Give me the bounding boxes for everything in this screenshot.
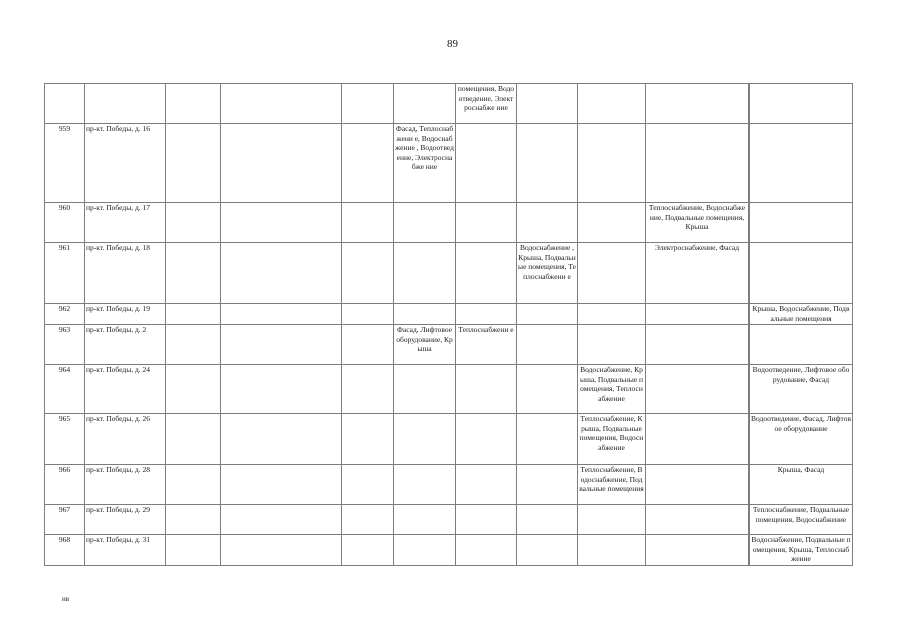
- table-cell: [342, 325, 394, 365]
- table-cell: [221, 365, 342, 414]
- row-address: пр-кт. Победы, д. 29: [85, 505, 166, 535]
- row-address: пр-кт. Победы, д. 28: [85, 465, 166, 505]
- table-cell: [221, 84, 342, 124]
- table-cell: Крыша, Фасад: [750, 465, 853, 505]
- table-row: [45, 465, 853, 505]
- table-cell: Водоснабжение , Крыша, Подвальные помещения, Теплоснабжени е: [517, 243, 578, 304]
- table-cell: [394, 465, 456, 505]
- table-cell: [166, 203, 221, 243]
- table-cell: [517, 203, 578, 243]
- table-cell: [517, 465, 578, 505]
- footer-mark: нв: [62, 595, 70, 603]
- row-address: пр-кт. Победы, д. 16: [85, 124, 166, 203]
- table-cell: [342, 465, 394, 505]
- row-number: 959: [45, 124, 85, 203]
- table-cell: [456, 535, 517, 566]
- table-cell: [646, 84, 749, 124]
- table-cell: [394, 365, 456, 414]
- table-cell: Водоотведение, Лифтовое оборудование, Фасад: [750, 365, 853, 414]
- table-cell: [342, 505, 394, 535]
- table-cell: Электроснабжение, Фасад: [646, 243, 749, 304]
- row-number: 967: [45, 505, 85, 535]
- table-cell: Теплоснабжени е: [456, 325, 517, 365]
- table-cell: [166, 124, 221, 203]
- table-cell: [578, 243, 646, 304]
- table-cell: Водоснабжение, Подвальные помещения, Крыша, Теплоснабжение: [750, 535, 853, 566]
- table-cell: [394, 535, 456, 566]
- table-row: [45, 325, 853, 365]
- table-cell: [166, 414, 221, 465]
- table-cell: [750, 84, 853, 124]
- table-cell: [456, 124, 517, 203]
- schedule-table: [44, 83, 853, 566]
- table-cell: [221, 535, 342, 566]
- table-cell: [578, 505, 646, 535]
- table-cell: [342, 84, 394, 124]
- table-cell: [578, 535, 646, 566]
- table-cell: [456, 304, 517, 325]
- table-cell: [456, 365, 517, 414]
- table-cell: [342, 243, 394, 304]
- table-cell: [221, 304, 342, 325]
- row-address: [85, 84, 166, 124]
- table-cell: Крыша, Водоснабжение, Подвальные помещения: [750, 304, 853, 325]
- table-cell: [646, 365, 749, 414]
- table-cell: Фасад, Теплоснабжени е, Водоснабжение , Водоотведение, Электроснабже ние: [394, 124, 456, 203]
- table-cell: [166, 465, 221, 505]
- table-cell: [517, 325, 578, 365]
- table-cell: [342, 365, 394, 414]
- table-row: [45, 365, 853, 414]
- table-cell: [221, 203, 342, 243]
- table-row: [45, 414, 853, 465]
- table-cell: [342, 304, 394, 325]
- table-row: [45, 84, 853, 124]
- table-cell: [456, 243, 517, 304]
- table-cell: [166, 505, 221, 535]
- table-cell: Теплоснабжение, Крыша, Подвальные помещения, Водоснабжение: [578, 414, 646, 465]
- table-cell: [646, 414, 749, 465]
- row-address: пр-кт. Победы, д. 26: [85, 414, 166, 465]
- table-cell: Водоотведение, Фасад, Лифтовое оборудование: [750, 414, 853, 465]
- table-cell: [578, 325, 646, 365]
- table-cell: [394, 84, 456, 124]
- table-cell: [221, 505, 342, 535]
- table-cell: [517, 505, 578, 535]
- table-cell: [578, 84, 646, 124]
- table-cell: [517, 304, 578, 325]
- row-number: 965: [45, 414, 85, 465]
- row-address: пр-кт. Победы, д. 2: [85, 325, 166, 365]
- table-cell: Водоснабжение, Крыша, Подвальные помещения, Теплоснабжение: [578, 365, 646, 414]
- table-cell: [221, 243, 342, 304]
- row-number: 960: [45, 203, 85, 243]
- table-cell: [646, 535, 749, 566]
- table-cell: [166, 365, 221, 414]
- table-cell: [394, 203, 456, 243]
- table-cell: [166, 304, 221, 325]
- table-cell: [517, 84, 578, 124]
- table-cell: [394, 414, 456, 465]
- table-cell: [394, 304, 456, 325]
- table-cell: [646, 124, 749, 203]
- table-cell: [646, 505, 749, 535]
- table-cell: [166, 535, 221, 566]
- table-cell: [342, 203, 394, 243]
- row-number: 961: [45, 243, 85, 304]
- table-cell: [221, 414, 342, 465]
- table-cell: [394, 243, 456, 304]
- table-cell: помещения, Водоотведение, Электроснабже ние: [456, 84, 517, 124]
- table-row: [45, 203, 853, 243]
- table-cell: [342, 124, 394, 203]
- row-address: пр-кт. Победы, д. 18: [85, 243, 166, 304]
- row-address: пр-кт. Победы, д. 19: [85, 304, 166, 325]
- table-cell: [456, 414, 517, 465]
- page-number: 89: [447, 38, 458, 50]
- table-cell: [166, 243, 221, 304]
- table-cell: [750, 124, 853, 203]
- table-cell: [750, 325, 853, 365]
- table-cell: [221, 465, 342, 505]
- table-row: [45, 535, 853, 566]
- table-cell: [517, 414, 578, 465]
- table-cell: [394, 505, 456, 535]
- row-number: 962: [45, 304, 85, 325]
- table-cell: [578, 124, 646, 203]
- table-cell: [456, 505, 517, 535]
- table-row: [45, 124, 853, 203]
- table-row: [45, 304, 853, 325]
- row-address: пр-кт. Победы, д. 24: [85, 365, 166, 414]
- table-cell: [517, 124, 578, 203]
- table-cell: [517, 535, 578, 566]
- table-cell: [646, 325, 749, 365]
- row-number: 966: [45, 465, 85, 505]
- row-number: [45, 84, 85, 124]
- row-address: пр-кт. Победы, д. 17: [85, 203, 166, 243]
- table-cell: [750, 203, 853, 243]
- table-cell: Теплоснабжение, Водоснабжение, Подвальные помещения: [578, 465, 646, 505]
- row-number: 963: [45, 325, 85, 365]
- table-cell: [221, 325, 342, 365]
- table-cell: [456, 203, 517, 243]
- table-cell: [578, 203, 646, 243]
- table-row: [45, 243, 853, 304]
- table-cell: Теплоснабжение, Водоснабжение, Подвальные помещения, Крыша: [646, 203, 749, 243]
- row-number: 964: [45, 365, 85, 414]
- table-cell: [646, 304, 749, 325]
- table-cell: [342, 414, 394, 465]
- table-cell: [342, 535, 394, 566]
- table-cell: [456, 465, 517, 505]
- table-row: [45, 505, 853, 535]
- table-cell: Фасад, Лифтовое оборудование, Крыша: [394, 325, 456, 365]
- table-cell: [646, 465, 749, 505]
- table-cell: [221, 124, 342, 203]
- table-cell: [517, 365, 578, 414]
- row-number: 968: [45, 535, 85, 566]
- row-address: пр-кт. Победы, д. 31: [85, 535, 166, 566]
- table-cell: [166, 325, 221, 365]
- table-cell: [578, 304, 646, 325]
- table-cell: Теплоснабжение, Подвальные помещения, Водоснабжение: [750, 505, 853, 535]
- table-cell: [166, 84, 221, 124]
- table-cell: [750, 243, 853, 304]
